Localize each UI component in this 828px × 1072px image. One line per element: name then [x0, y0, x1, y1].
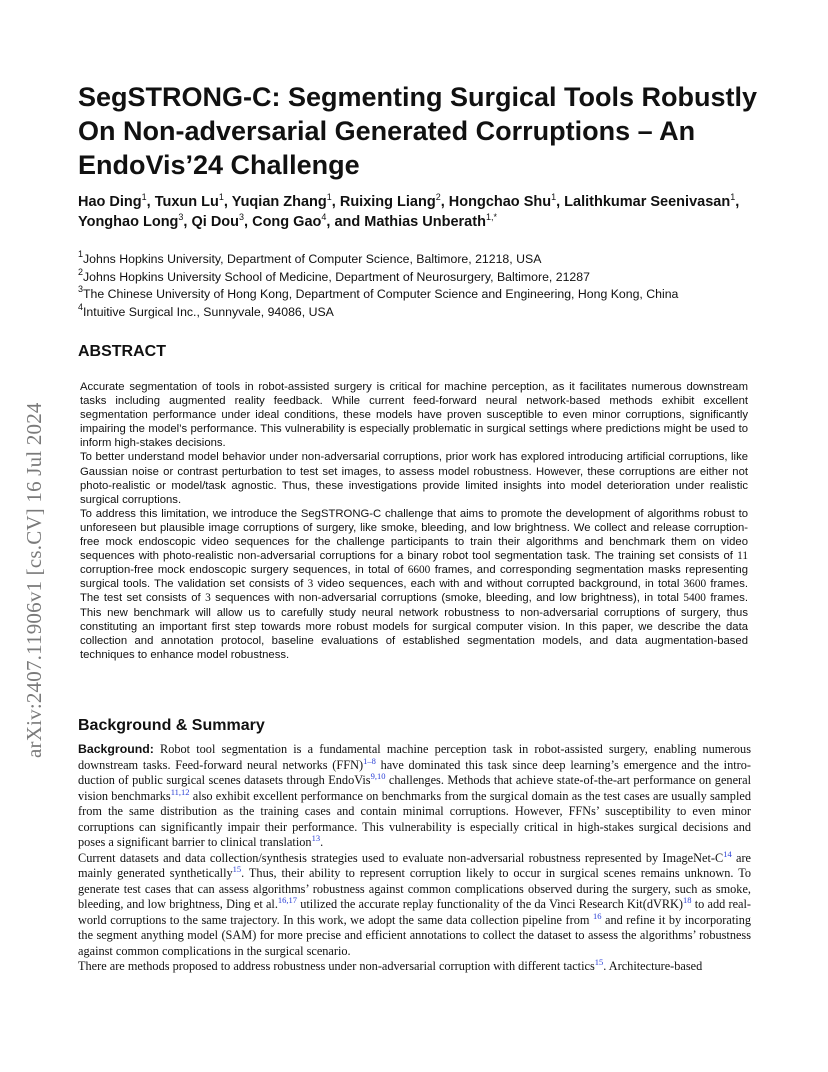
author-affiliation-mark: 1: [141, 192, 147, 202]
author-name: Hongchao Shu: [448, 194, 552, 210]
affiliation-number: 3: [78, 284, 84, 294]
affiliation-line: [78, 251, 778, 269]
background-paragraph: [78, 742, 751, 851]
affiliation-line: [78, 301, 778, 322]
body-text: also exhibit excellent performance on benchmarks from the surgical domain as the test cases are usually sampled from the same distribution as the training cases and contain minimal corruptions. However, FFNs’ susceptibility to even minor corruptions can significantly impair their performance. This vulnerability is especially critical in high-stakes surgical decisions and poses a significant barrier to clinical translation: [78, 788, 751, 849]
citation-link[interactable]: 16: [592, 910, 602, 921]
background-paragraph: [78, 959, 751, 975]
abstract-text: corruption-free mock endoscopic surgery sequences, in total of: [80, 564, 408, 577]
citation-link[interactable]: 18: [683, 895, 692, 905]
abstract-number: 5400: [683, 592, 706, 605]
author-affiliation-mark: 1: [326, 192, 332, 202]
body-text: and refine it by incorporating the segment anything model (SAM) for more precise and efficient annotations to collect the dataset to assess the algorithms’ robustness against common complications in the surgical scenario.: [78, 912, 751, 958]
abstract-number: 6600: [407, 564, 431, 577]
body-text: challenges. Methods that achieve state-of-the-art performance on general vision benchmarks: [78, 773, 751, 803]
author-affiliation-mark: 1: [551, 192, 557, 202]
author-name: Ruixing Liang: [339, 194, 436, 210]
affiliation-list: [78, 251, 778, 321]
abstract-paragraph: [80, 507, 748, 662]
abstract-paragraph: To better understand model behavior under non-adversarial corruptions, prior work has explored introducing artificial corruptions, like Gaussian noise or contrast perturbation to test set images, to assess model robustness. However, these corruptions are either not photo-realistic or model/task agnostic. Thus, these investigations provide limited insights into model deterioration under realistic surgical corruptions.: [80, 451, 748, 506]
abstract-number: 3: [307, 578, 314, 591]
body-text: . Thus, their ability to represent corruption likely to occur in surgical scenes remains unknown. To generate test cases that can assess algorithms’ robustness against common complications observed during the surgery, such as smoke, bleeding, and low brightness, Ding et al.: [78, 866, 751, 911]
paper-title: SegSTRONG-C: Segmenting Surgical Tools Robustly On Non-adversarial Generated Corruptions – An EndoVis’24 Challenge: [78, 82, 758, 180]
body-text: utilized the accurate replay functionality of the da Vinci Research Kit(dVRK): [297, 897, 684, 911]
body-text: There are methods proposed to address robustness under non-adversarial corruption with different tactics: [78, 959, 595, 973]
citation-link[interactable]: 16,17: [277, 895, 298, 905]
body-text: to add real-world corruptions to the same trajectory. In this work, we adopt the same data collection pipeline from: [78, 897, 751, 927]
abstract-text: To address this limitation, we introduce the SegSTRONG-C challenge that aims to promote the development of algorithms robust to unforeseen but plausible image corruptions of surgery, like smoke, bleeding, and low brightness. We collect and release corruption-free mock endoscopic video sequences for the challenge participants to train their algorithms and benchmark them on video sequences with photo-realistic non-adversarial corruptions for a binary robot tool segmentation task. The training set consists of: [80, 507, 748, 563]
background-lead-label: Background:: [78, 742, 154, 756]
citation-link[interactable]: 1–8: [363, 755, 376, 766]
author-name: Yuqian Zhang: [231, 194, 327, 210]
body-text: Current datasets and data collection/synthesis strategies used to evaluate non-adversarial robustness represented by ImageNet-C: [78, 850, 724, 865]
affiliation-text: Johns Hopkins University School of Medicine, Department of Neurosurgery, Baltimore, 21287: [83, 269, 590, 284]
author-affiliation-mark: 2: [435, 192, 441, 202]
abstract-number: 11: [737, 550, 748, 563]
background-heading: Background & Summary: [78, 717, 265, 734]
author-name: Qi Dou: [191, 214, 240, 230]
author-name: Hao Ding: [78, 194, 142, 210]
citation-link[interactable]: 9,10: [370, 771, 386, 781]
affiliation-text: The Chinese University of Hong Kong, Department of Computer Science and Engineering, Hong Kong, China: [83, 287, 679, 301]
affiliation-number: 1: [78, 249, 84, 259]
author-name: Yonghao Long: [78, 214, 179, 230]
abstract-number: 3600: [683, 578, 707, 591]
affiliation-text: Johns Hopkins University, Department of Computer Science, Baltimore, 21218, USA: [83, 252, 542, 266]
background-body: [78, 742, 751, 975]
abstract-heading: ABSTRACT: [78, 343, 166, 360]
abstract-text: frames, and corresponding segmentation masks representing surgical tools. The validation set consists of: [80, 564, 749, 591]
affiliation-number: 4: [78, 301, 84, 312]
author-affiliation-mark: 3: [239, 212, 245, 222]
affiliation-number: 2: [78, 266, 84, 277]
author-name: Tuxun Lu: [154, 194, 219, 210]
author-affiliation-mark: 1: [730, 192, 736, 202]
citation-link[interactable]: 14: [723, 848, 732, 859]
author-name: Cong Gao: [252, 214, 322, 230]
body-text: have dominated this task since deep learning’s emergence and the intro-duction of public surgical scenes datasets through EndoVis: [78, 757, 751, 787]
abstract-text: frames. This new benchmark will allow us to carefully study neural network robustness to non-adversarial corruptions of surgery, thus constituting an important first step towards more robust models for surgical computer vision. In this paper, we describe the data collection and annotation protocol, baseline evaluations of established segmentation models, and data augmentation-based techniques to enhance model robustness.: [80, 592, 748, 661]
author-affiliation-mark: 4: [321, 212, 327, 222]
body-text: Robot tool segmentation is a fundamental machine perception task in robot-assisted surgery, enabling numerous downstream tasks. Feed-forward neural networks (FFN): [78, 742, 751, 772]
arxiv-identifier-stamp: arXiv:2407.11906v1 [cs.CV] 16 Jul 2024: [22, 402, 46, 758]
abstract-body: [80, 380, 748, 662]
citation-link[interactable]: 15: [232, 864, 242, 874]
affiliation-line: [78, 266, 778, 287]
affiliation-text: Intuitive Surgical Inc., Sunnyvale, 94086, USA: [83, 304, 334, 319]
author-affiliation-mark: 1: [218, 192, 224, 202]
abstract-paragraph: Accurate segmentation of tools in robot-assisted surgery is critical for machine perception, as it facilitates numerous downstream tasks including augmented reality feedback. While current feed-forward neural network-based methods exhibit excellent segmentation performance under ideal conditions, these models have proven susceptible to even minor corruptions, significantly impairing the model’s performance. This vulnerability is especially problematic in surgical settings where predictions might be used to inform high-stakes decisions.: [80, 381, 748, 450]
author-affiliation-mark: 1,*: [485, 212, 497, 222]
abstract-text: video sequences, each with and without corrupted background, in total: [313, 578, 684, 591]
author-affiliation-mark: 3: [178, 212, 184, 222]
body-text: are mainly generated synthetically: [78, 850, 751, 880]
author-name: Lalithkumar Seenivasan: [564, 194, 731, 210]
body-text: .: [320, 835, 324, 849]
abstract-number: 3: [205, 592, 211, 605]
author-name: Mathias Unberath: [364, 214, 486, 230]
background-paragraph: [78, 848, 751, 960]
citation-link[interactable]: 11,12: [170, 786, 190, 797]
author-list: Hao Ding$^1$, Tuxun Lu$^1$, Yuqian Zhang$^1$, Ruixing Liang$^2$, Hongchao Shu$^1$, Lalithkumar Seenivasan$^1$, Yonghao Long$^3$, Qi Dou$^3$, Cong Gao$^4$, and Mathias Unberath$^{1,*}$: [78, 192, 740, 230]
abstract-text: frames. The test set consists of: [80, 578, 748, 605]
abstract-text: sequences with non-adversarial corruptions (smoke, bleeding, and low brightness), in total: [210, 592, 684, 605]
citation-link[interactable]: 13: [311, 833, 321, 843]
affiliation-line: [78, 286, 778, 304]
body-text: . Architecture-based: [603, 959, 703, 973]
citation-link[interactable]: 15: [594, 957, 604, 967]
